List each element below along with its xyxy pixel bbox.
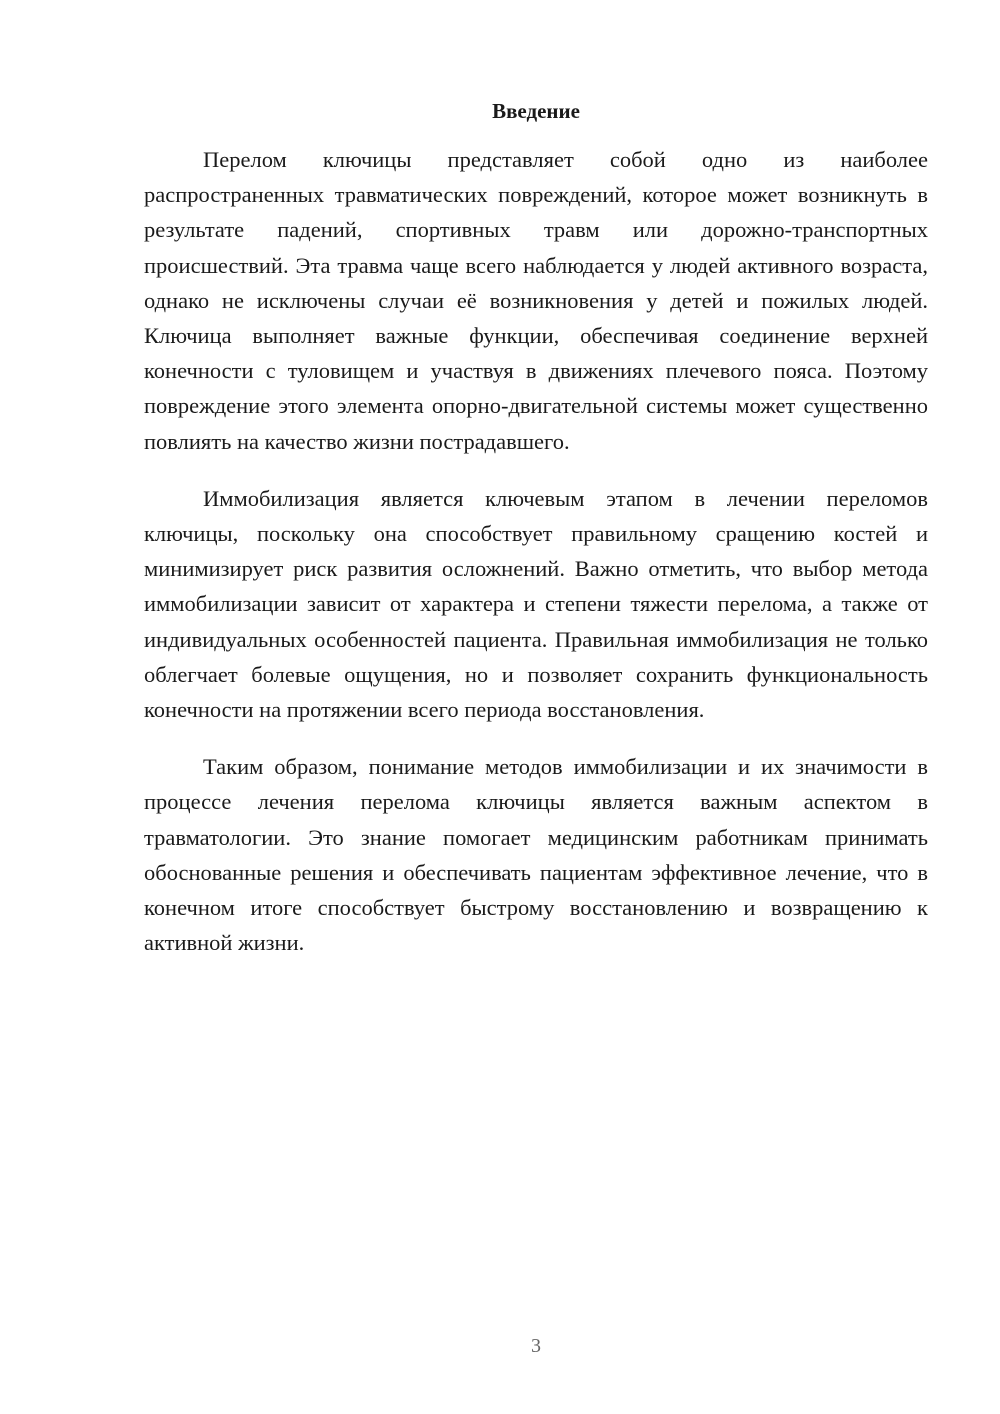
page-number: 3: [531, 1335, 541, 1357]
section-heading: Введение: [492, 99, 580, 123]
body-paragraph: Иммобилизация является ключевым этапом в лечении переломов ключицы, поскольку она способствует правильному сращению костей и минимизирует риск развития осложнений. Важно отметить, что выбор метода иммобилизации зависит от характера и степени тяжести перелома, а также от индивидуальных особенностей пациента. Правильная иммобилизация не только облегчает болевые ощущения, но и позволяет сохранить функциональность конечности на протяжении всего периода восстановления.: [144, 485, 928, 723]
body-paragraph: Перелом ключицы представляет собой одно из наиболее распространенных травматических повреждений, которое может возникнуть в результате падений, спортивных травм или дорожно-транспортных происшествий. Эта травма чаще всего наблюдается у людей активного возраста, однако не исключены случаи её возникновения у детей и пожилых людей. Ключица выполняет важные функции, обеспечивая соединение верхней конечности с туловищем и участвуя в движениях плечевого пояса. Поэтому повреждение этого элемента опорно-двигательной системы может существенно повлиять на качество жизни пострадавшего.: [144, 147, 928, 454]
body-paragraph: Таким образом, понимание методов иммобилизации и их значимости в процессе лечения перелома ключицы является важным аспектом в травматологии. Это знание помогает медицинским работникам принимать обоснованные решения и обеспечивать пациентам эффективное лечение, что в конечном итоге способствует быстрому восстановлению и возвращению к активной жизни.: [144, 754, 928, 956]
page-content: [144, 96, 928, 982]
